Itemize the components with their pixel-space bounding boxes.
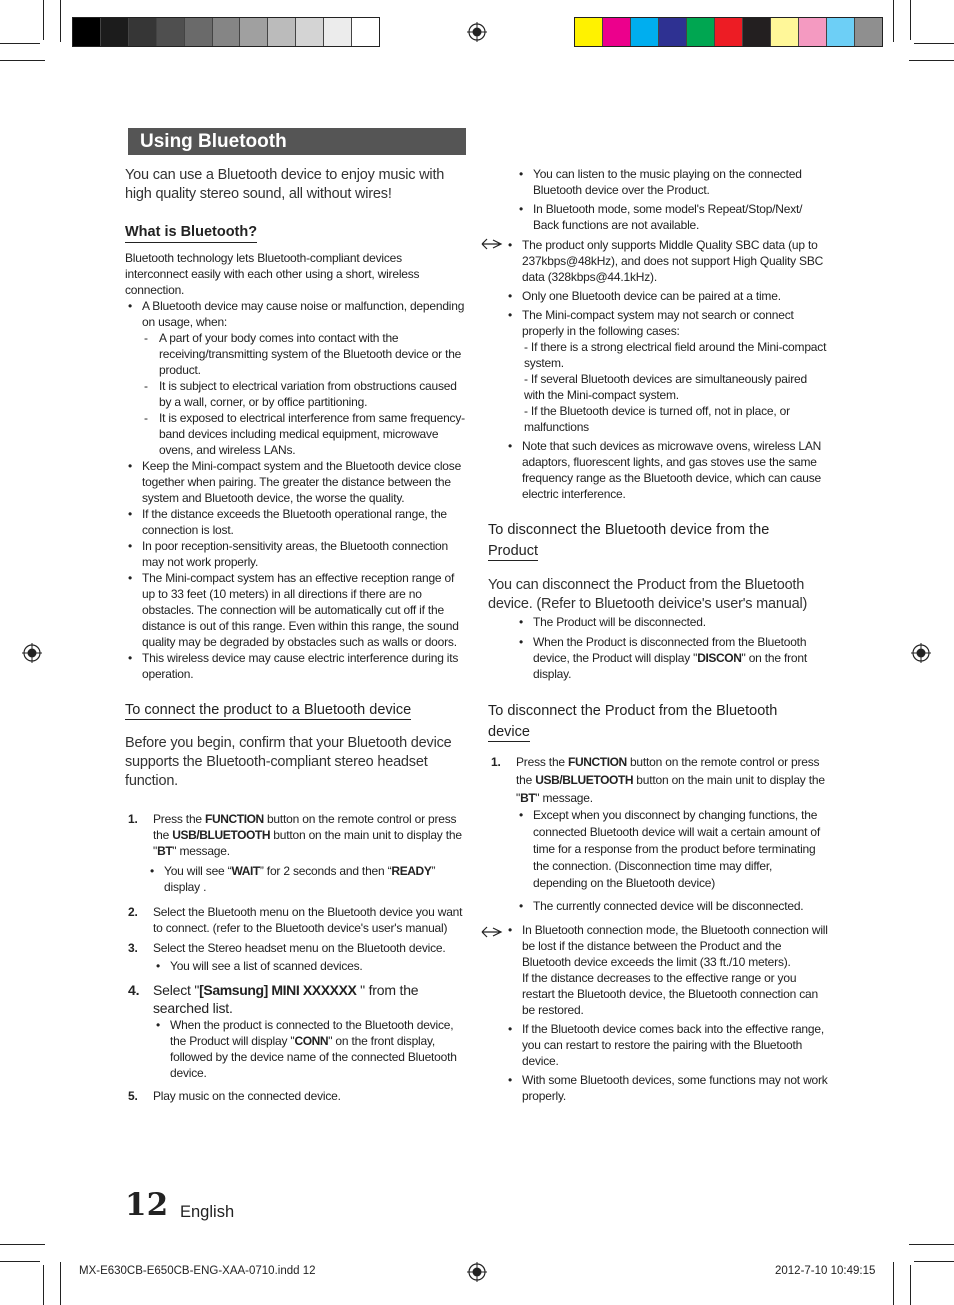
color-swatch bbox=[603, 18, 631, 46]
step-3: 3. Select the Stereo headset menu on the Bluetooth device. bbox=[128, 941, 446, 955]
page-number: 12 bbox=[125, 1187, 169, 1223]
color-swatch bbox=[659, 18, 687, 46]
crop-mark bbox=[914, 1261, 954, 1262]
what-is-bluetooth-heading: What is Bluetooth? bbox=[125, 224, 257, 243]
footer-timestamp: 2012-7-10 10:49:15 bbox=[775, 1265, 876, 1277]
list-item: • If the distance exceeds the Bluetooth operational range, the connection is lost. bbox=[125, 506, 465, 538]
disconnect-step-1: 1. Press the FUNCTION button on the remote control or press the USB/BLUETOOTH button on the main unit to display the "BT" message. bbox=[491, 755, 825, 805]
color-swatch bbox=[213, 18, 241, 46]
list-item: • You will see a list of scanned devices. bbox=[153, 958, 465, 974]
note-pen-icon bbox=[481, 926, 503, 938]
note-item: • With some Bluetooth devices, some functions may not work properly. bbox=[505, 1072, 828, 1104]
color-swatch bbox=[296, 18, 324, 46]
list-item: • When the product is connected to the Bluetooth device, the Product will display "CONN" on the front display, followed by the device name of the connected Bluetooth device. bbox=[153, 1017, 465, 1081]
note-item: • The Mini-compact system may not search or connect properly in the following cases: bbox=[505, 307, 828, 339]
color-swatch bbox=[827, 18, 855, 46]
crop-mark bbox=[0, 60, 45, 61]
crop-mark bbox=[43, 1265, 44, 1305]
connect-heading: To connect the product to a Bluetooth device bbox=[125, 702, 412, 718]
note-pen-icon bbox=[481, 238, 503, 250]
crop-mark bbox=[0, 1261, 40, 1262]
list-item: • In Bluetooth mode, some model's Repeat/Stop/Next/ Back functions are not available. bbox=[516, 201, 828, 233]
color-swatch bbox=[240, 18, 268, 46]
color-swatch bbox=[185, 18, 213, 46]
crop-mark bbox=[914, 43, 954, 44]
list-item: • You can listen to the music playing on the connected Bluetooth device over the Product. bbox=[516, 166, 828, 198]
left-column bbox=[125, 166, 465, 1104]
color-swatch bbox=[324, 18, 352, 46]
registration-mark-icon bbox=[911, 643, 931, 663]
section-title-bar bbox=[128, 128, 466, 155]
list-item: • You will see “WAIT” for 2 seconds and then “READY” display . bbox=[147, 863, 465, 895]
note-item: • If the Bluetooth device comes back into the effective range, you can restart to restore the pairing with the Bluetooth device. bbox=[505, 1021, 828, 1069]
list-item: - It is exposed to electrical interference from same frequency-band devices including medical equipment, microwave ovens, and wireless LANs. bbox=[125, 410, 465, 458]
note-item: • In Bluetooth connection mode, the Bluetooth connection will be lost if the distance between the Product and the Bluetooth device exceeds the limit (33 ft./10 meters). If the distance decreases to the effective range or you restart the Bluetooth device, the Bluetooth connection can be restored. bbox=[505, 922, 828, 1018]
crop-mark bbox=[893, 1262, 894, 1305]
color-swatch bbox=[799, 18, 827, 46]
section-title: Using Bluetooth bbox=[140, 131, 287, 152]
list-item: • The currently connected device will be disconnected. bbox=[516, 898, 828, 914]
step-4: 4. Select "[Samsung] MINI XXXXXX " from the searched list. bbox=[128, 982, 419, 1016]
step-2: 2. Select the Bluetooth menu on the Bluetooth device you want to connect. (refer to the Bluetooth device's user's manual) bbox=[128, 905, 463, 935]
note-item: • The product only supports Middle Quality SBC data (up to 237kbps@48kHz), and does not support High Quality SBC data (328kbps@44.1kHz). bbox=[505, 237, 828, 285]
list-item: • Except when you disconnect by changing functions, the connected Bluetooth device will wait a certain amount of time for a response from the product before terminating the connection. (Disconnection time may differ, depending on the Bluetooth device) bbox=[516, 807, 828, 892]
registration-mark-icon bbox=[22, 643, 42, 663]
note-subitem: - If there is a strong electrical field around the Mini-compact system. bbox=[524, 340, 827, 370]
list-item: • Keep the Mini-compact system and the Bluetooth device close together when pairing. The greater the distance between the system and Bluetooth device, the worse the quality. bbox=[125, 458, 465, 506]
footer-filename: MX-E630CB-E650CB-ENG-XAA-0710.indd 12 bbox=[79, 1265, 316, 1277]
note-item: • Only one Bluetooth device can be paired at a time. bbox=[505, 288, 828, 304]
color-swatch bbox=[715, 18, 743, 46]
list-item: - A part of your body comes into contact with the receiving/transmitting system of the Bluetooth device or the product. bbox=[125, 330, 465, 378]
what-body: Bluetooth technology lets Bluetooth-compliant devices interconnect easily with each other using a short, wireless connection. bbox=[125, 251, 420, 297]
list-item: • The Mini-compact system has an effective reception range of up to 33 feet (10 meters) in all directions if there are no obstacles. The connection will be automatically cut off if the distance is out of this range. Even within this range, the sound quality may be degraded by obstacles such as walls or doors. bbox=[125, 570, 465, 650]
color-swatch bbox=[687, 18, 715, 46]
color-swatch bbox=[129, 18, 157, 46]
crop-mark bbox=[43, 0, 44, 40]
color-swatch bbox=[771, 18, 799, 46]
note-subitem: - If the Bluetooth device is turned off, not in place, or malfunctions bbox=[524, 404, 790, 434]
crop-mark bbox=[910, 0, 911, 40]
crop-mark bbox=[0, 1244, 45, 1245]
crop-mark bbox=[910, 1265, 911, 1305]
color-swatch bbox=[352, 18, 379, 46]
color-calibration-bar bbox=[574, 17, 883, 47]
step-5: 5. Play music on the connected device. bbox=[128, 1089, 341, 1103]
page-language: English bbox=[180, 1203, 235, 1221]
list-item: • The Product will be disconnected. bbox=[516, 614, 828, 630]
disconnect-product-heading: To disconnect the Product from the Bluetooth device bbox=[488, 703, 778, 740]
color-swatch bbox=[73, 18, 101, 46]
crop-mark bbox=[909, 1244, 954, 1245]
disconnect-device-heading: To disconnect the Bluetooth device from the Product bbox=[488, 522, 770, 559]
note-item: • Note that such devices as microwave ovens, wireless LAN adaptors, fluorescent lights, and gas stoves use the same frequency range as the Bluetooth device, which can cause electric interference. bbox=[505, 438, 828, 502]
list-item: • In poor reception-sensitivity areas, the Bluetooth connection may not work properly. bbox=[125, 538, 465, 570]
connect-intro: Before you begin, confirm that your Bluetooth device supports the Bluetooth-compliant stereo headset function. bbox=[125, 735, 452, 789]
color-swatch bbox=[631, 18, 659, 46]
crop-mark bbox=[60, 1262, 61, 1305]
grayscale-calibration-bar bbox=[72, 17, 380, 47]
crop-mark bbox=[893, 0, 894, 42]
right-column bbox=[488, 166, 828, 1104]
color-swatch bbox=[101, 18, 129, 46]
step-1: 1. Press the FUNCTION button on the remote control or press the USB/BLUETOOTH button on the main unit to display the "BT" message. bbox=[128, 812, 462, 858]
list-item: - It is subject to electrical variation from obstructions caused by a wall, corner, or by office partitioning. bbox=[125, 378, 465, 410]
registration-mark-icon bbox=[467, 1262, 487, 1282]
color-swatch bbox=[157, 18, 185, 46]
note-subitem: - If several Bluetooth devices are simultaneously paired with the Mini-compact system. bbox=[524, 372, 807, 402]
crop-mark bbox=[909, 60, 954, 61]
list-item: • When the Product is disconnected from the Bluetooth device, the Product will display "DISCON" on the front display. bbox=[516, 634, 828, 682]
color-swatch bbox=[268, 18, 296, 46]
crop-mark bbox=[60, 0, 61, 42]
color-swatch bbox=[855, 18, 882, 46]
list-item: • This wireless device may cause electric interference during its operation. bbox=[125, 650, 465, 682]
intro-text: You can use a Bluetooth device to enjoy music with high quality stereo sound, all without wires! bbox=[125, 167, 445, 202]
color-swatch bbox=[575, 18, 603, 46]
crop-mark bbox=[0, 43, 40, 44]
list-item: • A Bluetooth device may cause noise or malfunction, depending on usage, when: bbox=[125, 298, 465, 330]
registration-mark-icon bbox=[467, 22, 487, 42]
color-swatch bbox=[743, 18, 771, 46]
disconnect-intro: You can disconnect the Product from the Bluetooth device. (Refer to Bluetooth deivice's user's manual) bbox=[488, 577, 808, 612]
